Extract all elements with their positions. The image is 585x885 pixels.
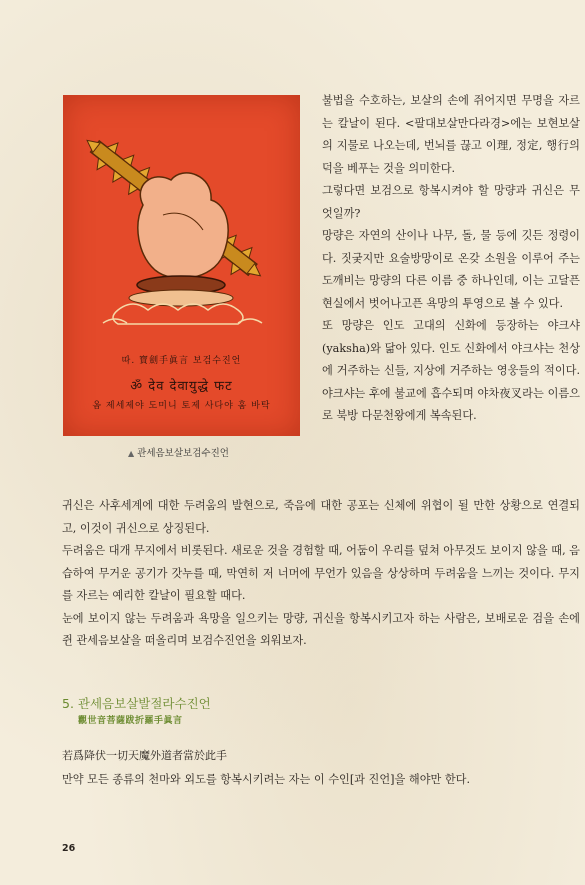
illustration-siddham-script: ॐ देव देवायुद्धे फट <box>130 379 233 394</box>
page-number: 26 <box>62 843 76 854</box>
paragraph: 눈에 보이지 않는 두려움과 욕망을 일으키는 망량, 귀신을 항복시키고자 하는 사람은, 보배로운 검을 손에 쥔 관세음보살을 떠올리며 보검수진언을 외워보자. <box>62 611 580 647</box>
section-subheading-hanja: 觀世音菩薩跋折羅手眞言 <box>78 716 183 726</box>
paragraph: 불법을 수호하는, 보살의 손에 쥐어지면 무명을 자르는 칼날이 된다. <팔대보살만다라경>에는 보현보살의 지물로 나오는데, 번뇌를 끊고 이理, 정定, 행行의 덕을 베푸는 것을 의미한다. <box>322 94 580 175</box>
illustration-title: 따. 寶劍手眞言 보검수진언 <box>121 356 242 366</box>
paragraph: 그렇다면 보검으로 항복시켜야 할 망량과 귀신은 무엇일까? <box>322 184 580 220</box>
illustration-bogeomsu-mudra <box>63 95 300 436</box>
paragraph: 귀신은 사후세계에 대한 두려움의 발현으로, 죽음에 대한 공포는 신체에 위협이 될 만한 상황으로 연결되고, 이것이 귀신으로 상징된다. <box>62 499 580 535</box>
paragraph: 두려움은 대개 무지에서 비롯된다. 새로운 것을 경험할 때, 어둠이 우리를 덮쳐 아무것도 보이지 않을 때, 음습하여 무거운 공기가 갓누를 때, 막연히 저 너머에 무언가 있음을 상상하며 두려움을 느끼는 것이다. 무지를 자르는 예리한 칼날이 필요할 때다. <box>62 544 580 602</box>
illustration-pronunciation: 옴 제세제야 도미니 토제 사다야 훔 바탁 <box>92 401 271 411</box>
paragraph: 또 망량은 인도 고대의 신화에 등장하는 야크샤(yaksha)와 닮아 있다. 인도 신화에서 야크샤는 천상에 거주하는 신들, 지상에 거주하는 영웅들의 적이다. 야크샤는 후에 불교에 흡수되며 야차夜叉라는 이름으로 북방 다문천왕에게 복속된다. <box>322 319 580 422</box>
illustration-caption <box>128 445 229 459</box>
triangle-marker-icon: ▲ <box>128 449 135 458</box>
paragraph: 망량은 자연의 산이나 나무, 돌, 물 등에 깃든 정령이다. 짓궂지만 요술방망이로 온갖 소원을 이루어 주는 도깨비는 망량의 다른 이름 중 하나인데, 이는 고달픈 현실에서 벗어나고픈 욕망의 투영으로 볼 수 있다. <box>322 229 580 310</box>
verse-hanja: 若爲降伏一切天魔外道者當於此手 <box>62 749 227 762</box>
caption-text: 관세음보살보검수진언 <box>137 448 229 459</box>
right-column-text <box>322 90 580 428</box>
verse-translation: 만약 모든 종류의 천마와 외도를 항복시키려는 자는 이 수인[과 진언]을 해야만 한다. <box>62 773 471 786</box>
full-width-text <box>62 495 580 653</box>
section-heading: 5. 관세음보살발절라수진언 <box>62 696 211 711</box>
